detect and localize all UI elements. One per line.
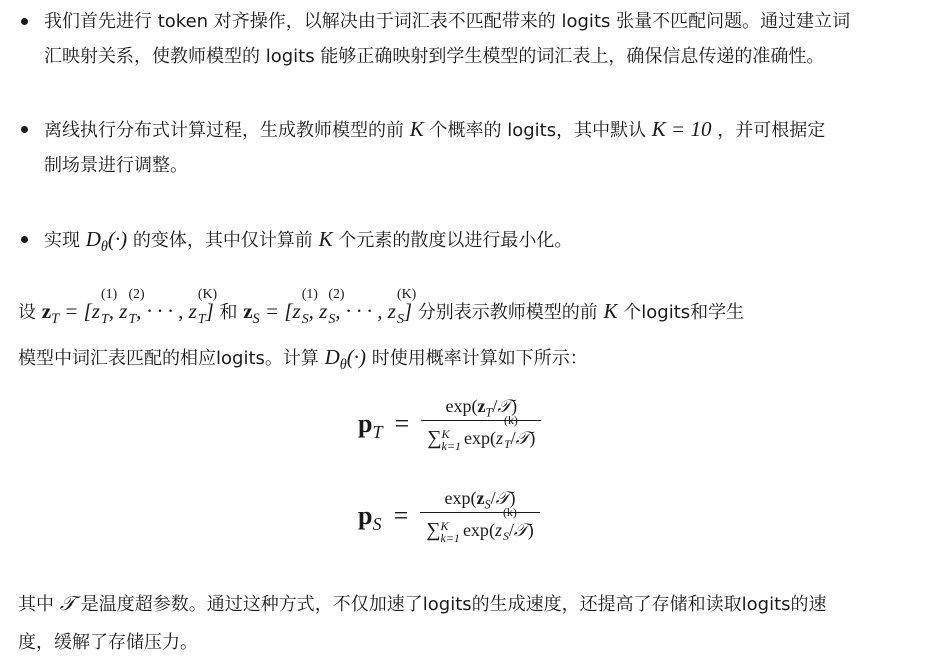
fraction (421, 396, 541, 452)
equation-pS (358, 488, 540, 544)
paragraph-definition (18, 285, 934, 378)
math-zS-definition: $z_S = [z$ (1) $_S$, z (2) $_S$, · · · , z (K) $_S$] (243, 285, 417, 328)
paragraph-line: 度，缓解了存储压力。 (18, 632, 198, 653)
equation-lhs: $p_S$ (358, 501, 382, 535)
fraction-denominator: ∑ K k=1 exp(z (k) $_S$/𝒯) (420, 512, 539, 544)
fraction-numerator: $\exp(z_T/𝒯)$ (445, 396, 518, 420)
math-K-equals-10: K = 10 (651, 117, 712, 141)
bullet-text-line: 我们首先进行 token 对齐操作，以解决由于词汇表不匹配带来的 logits 张量不匹配问题。通过建立词 (44, 11, 851, 32)
bullet-text-line: 汇映射关系，使教师模型的 logits 能够正确映射到学生模型的词汇表上，确保信息传递的准确性。 (44, 46, 825, 67)
bullet-dot (21, 126, 28, 133)
math-K: K (603, 299, 618, 323)
equals-sign: = (394, 409, 410, 439)
math-zT-definition: $z_T = [z$ (1) $_T$, z (2) $_T$, · · · , z (K) $_T$] (41, 285, 218, 328)
equation-pT (358, 396, 541, 452)
bullet-dot (21, 236, 28, 243)
paragraph-temperature (18, 584, 934, 662)
paragraph-line: 设 $z_T = [z$ (1) $_T$, z (2) $_T$, · · · , z (K) $_T$] 和 $z_S = [z$ (1) $_S$, z (2) $_S$, · · · , z (K) $_S$] 分别表示教师模型的前 K 个logits和学生 (18, 285, 745, 328)
bullet-offline-compute (18, 112, 825, 183)
math-D-theta: $D_\theta(\cdot)$ (85, 227, 128, 256)
equals-sign: = (393, 501, 409, 531)
fraction (420, 488, 539, 544)
bullet-text-line: 实现 $D_\theta(\cdot)$ 的变体，其中仅计算前 K 个元素的散度以进行最小化。 (44, 227, 573, 256)
paragraph-line: 模型中词汇表匹配的相应logits。计算 $D_\theta(\cdot)$ 时使用概率计算如下所示： (18, 344, 588, 374)
math-D-theta: $D_\theta(\cdot)$ (324, 344, 367, 374)
paragraph-line: 其中 𝒯 是温度超参数。通过这种方式，不仅加速了logits的生成速度，还提高了存储和读取logits的速 (18, 591, 827, 615)
bullet-divergence-variant (18, 222, 572, 258)
bullet-text-line: 离线执行分布式计算过程，生成教师模型的前 K 个概率的 logits，其中默认 K = 10 ，并可根据定 (44, 117, 826, 141)
bullet-text-line: 制场景进行调整。 (44, 155, 188, 176)
bullet-token-alignment (18, 4, 850, 74)
math-tau: 𝒯 (59, 591, 76, 615)
bullet-dot (21, 18, 28, 25)
math-K: K (318, 227, 333, 251)
fraction-numerator: $\exp(z_S/𝒯)$ (444, 488, 516, 512)
math-K: K (409, 117, 424, 141)
equation-lhs: $p_T$ (358, 409, 383, 443)
fraction-denominator: ∑ K k=1 exp(z (k) $_T$/𝒯) (421, 420, 541, 452)
